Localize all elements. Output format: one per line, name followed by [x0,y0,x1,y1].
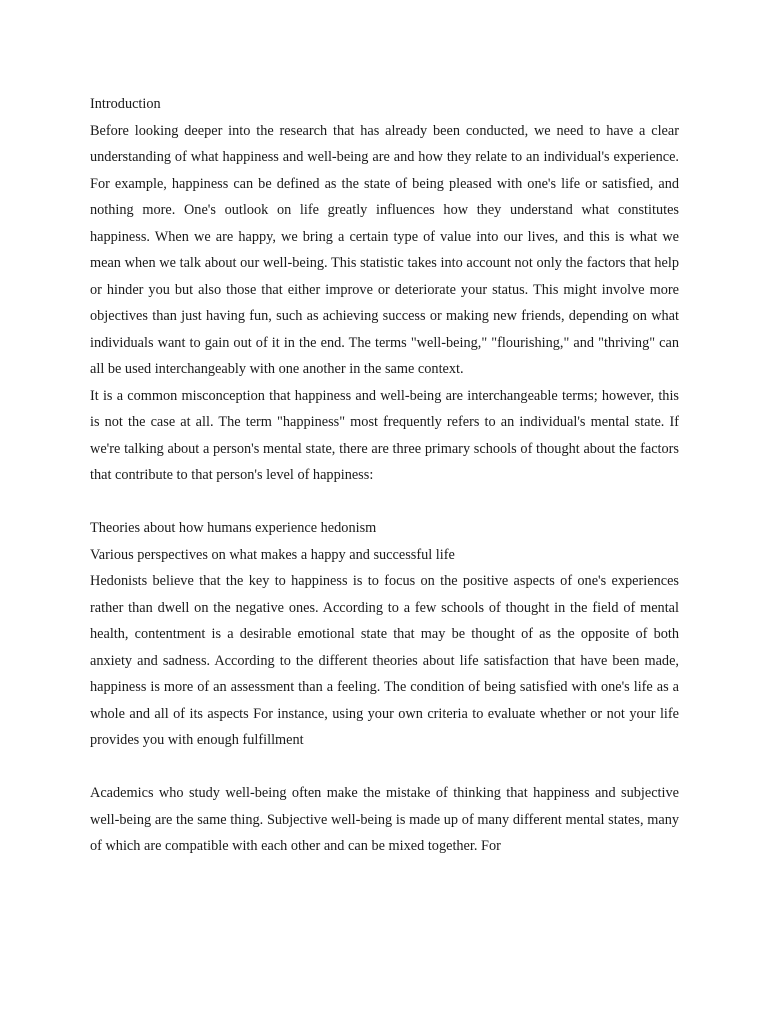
subheading-hedonism-theories: Theories about how humans experience hedonism [90,520,377,536]
paragraph-hedonists: Hedonists believe that the key to happiness is to focus on the positive aspects of one's experiences rather than dwell on the negative ones. According to a few schools of thought in the field of mental health, contentment is a desirable emotional state that may be thought of as the opposite of both anxiety and sadness. According to the different theories about life satisfaction that have been made, happiness is more of an assessment than a feeling. The condition of being satisfied with one's life as a whole and all of its aspects For instance, using your own criteria to evaluate whether or not your life provides you with enough fulfillment [90,573,679,748]
section-heading-introduction: Introduction [90,96,161,112]
paragraph-definitions: Before looking deeper into the research that has already been conducted, we need to have a clear understanding of what happiness and well-being are and how they relate to an individual's experience. For example, happiness can be defined as the state of being pleased with one's life or satisfied, and nothing more. One's outlook on life greatly influences how they understand what constitutes happiness. When we are happy, we bring a certain type of value into our lives, and this is what we mean when we talk about our well-being. This statistic takes into account not only the factors that help or hinder you but also those that either improve or deteriorate your status. This might involve more objectives than just having fun, such as achieving success or making new friends, depending on what individuals want to gain out of it in the end. The terms "well-being," "flourishing," and "thriving" can all be used interchangeably with one another in the same context. [90,122,679,377]
subheading-perspectives: Various perspectives on what makes a happy and successful life [90,546,455,563]
document-body [90,91,679,860]
paragraph-academics: Academics who study well-being often make the mistake of thinking that happiness and subjective well-being are the same thing. Subjective well-being is made up of many different mental states, many of which are compatible with each other and can be mixed together. For [90,785,679,854]
paragraph-misconception: It is a common misconception that happiness and well-being are interchangeable terms; however, this is not the case at all. The term "happiness" most frequently refers to an individual's mental state. If we're talking about a person's mental state, there are three primary schools of thought about the factors that contribute to that person's level of happiness: [90,387,679,483]
blank-line [90,489,679,516]
blank-line [90,754,679,781]
